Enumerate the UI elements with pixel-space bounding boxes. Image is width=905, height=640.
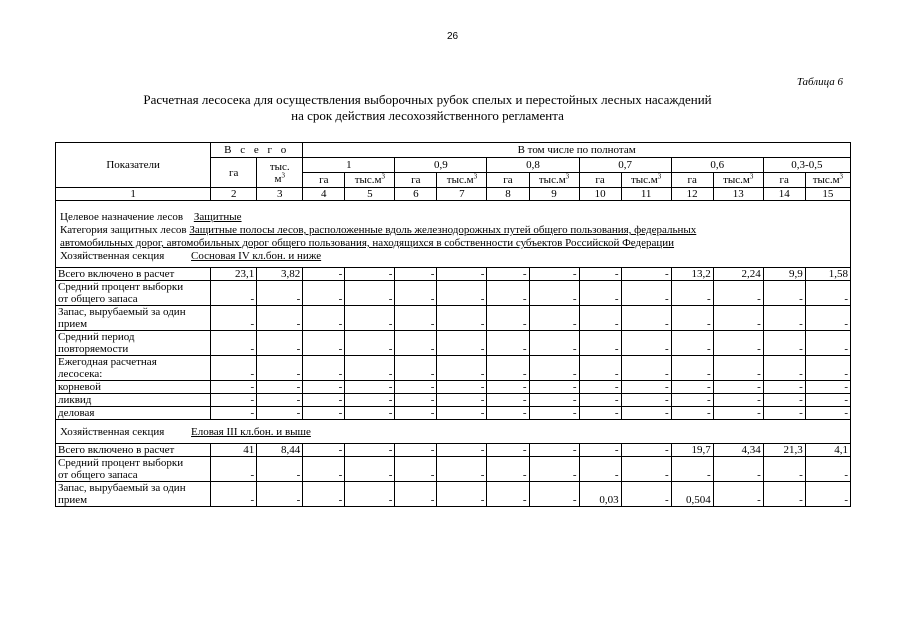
table-cell: - <box>345 281 395 306</box>
cube-sup: 3 <box>565 172 570 181</box>
table-cell: - <box>805 306 850 331</box>
table-cell: - <box>257 457 303 482</box>
table-cell: - <box>579 268 621 281</box>
table-cell: - <box>303 268 345 281</box>
purpose-label: Целевое назначение лесов <box>60 211 184 223</box>
cube-sup: 3 <box>381 172 385 181</box>
row-label <box>56 444 211 457</box>
table-cell: - <box>345 356 395 381</box>
table-cell: - <box>345 394 395 407</box>
table-cell: - <box>303 407 345 420</box>
table-cell: - <box>579 381 621 394</box>
table-cell: - <box>487 407 529 420</box>
ths-m-text: тыс.м <box>446 174 474 186</box>
table-row <box>56 394 851 407</box>
table-cell: - <box>763 356 805 381</box>
header-total-volume <box>257 158 303 188</box>
table-cell: - <box>437 331 487 356</box>
table-cell: - <box>437 394 487 407</box>
column-number-row <box>56 188 851 201</box>
table-cell: - <box>621 306 671 331</box>
column-number: 11 <box>621 188 671 201</box>
table-cell: - <box>303 381 345 394</box>
purpose-value: Защитные <box>193 211 242 223</box>
table-cell: 0,504 <box>671 482 713 507</box>
table-cell: 4,1 <box>805 444 850 457</box>
table-row <box>56 281 851 306</box>
row-label <box>56 268 211 281</box>
table-cell: - <box>621 407 671 420</box>
row-label-line-2: от общего запаса <box>58 469 138 481</box>
row-label <box>56 482 211 507</box>
column-number: 3 <box>257 188 303 201</box>
row-label <box>56 457 211 482</box>
table-cell: - <box>763 281 805 306</box>
row-label-line-2: повторяемости <box>58 343 129 355</box>
row-label-line-1: Запас, вырубаемый за один <box>58 482 186 494</box>
row-label-line-1: Средний процент выборки <box>58 457 184 469</box>
table-cell: - <box>345 407 395 420</box>
header-density-03-05: 0,3-0,5 <box>763 158 850 173</box>
section1-info-row <box>56 201 851 268</box>
table-cell: - <box>579 407 621 420</box>
table-cell: - <box>487 482 529 507</box>
table-row <box>56 444 851 457</box>
header-unit-ths-m3 <box>529 173 579 188</box>
column-number: 14 <box>763 188 805 201</box>
row-label <box>56 281 211 306</box>
row-label <box>56 381 211 394</box>
table-cell: - <box>211 381 257 394</box>
row-label-line-1: ликвид <box>58 394 92 406</box>
row-label-line-2: прием <box>58 318 88 330</box>
table-cell: - <box>713 356 763 381</box>
table-cell: - <box>257 306 303 331</box>
table-cell: - <box>805 482 850 507</box>
cube-sup: 3 <box>473 172 478 181</box>
row-label-line-1: Всего включено в расчет <box>58 268 175 280</box>
table-cell: - <box>303 306 345 331</box>
table-cell: - <box>395 381 437 394</box>
table-cell: 8,44 <box>257 444 303 457</box>
table-cell: - <box>713 482 763 507</box>
table-cell: - <box>303 457 345 482</box>
table-cell: - <box>257 331 303 356</box>
column-number: 15 <box>805 188 850 201</box>
header-unit-ths-m3 <box>621 173 671 188</box>
header-indicators: Показатели <box>56 143 211 188</box>
header-unit-ha: га <box>671 173 713 188</box>
header-density-1: 1 <box>303 158 395 173</box>
header-unit-ths-m3 <box>345 173 395 188</box>
column-number: 10 <box>579 188 621 201</box>
cube-sup: 3 <box>839 172 844 181</box>
table-cell: - <box>345 306 395 331</box>
table-cell: - <box>257 407 303 420</box>
table-cell: - <box>211 281 257 306</box>
column-number: 2 <box>211 188 257 201</box>
header-unit-ha: га <box>487 173 529 188</box>
table-cell: - <box>211 306 257 331</box>
table-cell: - <box>529 394 579 407</box>
ths-m-text: тыс.м <box>630 174 658 186</box>
table-cell: - <box>257 356 303 381</box>
table-cell: - <box>487 457 529 482</box>
table-cell: - <box>713 394 763 407</box>
table-cell: - <box>671 306 713 331</box>
table-cell: - <box>529 268 579 281</box>
row-label-line-1: Ежегодная расчетная <box>58 356 157 368</box>
table-cell: - <box>529 356 579 381</box>
table-cell: 23,1 <box>211 268 257 281</box>
table-label: Таблица 6 <box>796 76 843 88</box>
table-cell: - <box>671 457 713 482</box>
table-cell: - <box>345 331 395 356</box>
table-cell: - <box>395 394 437 407</box>
ths-m-text: тыс.м <box>812 174 840 186</box>
table-cell: - <box>395 482 437 507</box>
table-cell: - <box>345 444 395 457</box>
header-ths-text: тыс. <box>269 160 290 173</box>
section1-line <box>60 250 846 263</box>
row-label <box>56 356 211 381</box>
section1-label: Хозяйственная секция <box>60 250 165 262</box>
table-cell: - <box>763 482 805 507</box>
table-cell: - <box>579 331 621 356</box>
table-cell: 1,58 <box>805 268 850 281</box>
header-unit-ha: га <box>579 173 621 188</box>
row-label-line-1: Средний период <box>58 331 135 343</box>
table-cell: - <box>713 306 763 331</box>
table-cell: - <box>487 268 529 281</box>
header-total: В с е г о <box>211 143 303 158</box>
table-cell: - <box>621 268 671 281</box>
page-number: 26 <box>446 31 459 42</box>
table-cell: - <box>529 444 579 457</box>
table-cell: 21,3 <box>763 444 805 457</box>
table-cell: - <box>805 394 850 407</box>
row-label-line-2: лесосека: <box>58 368 103 380</box>
table-cell: - <box>257 394 303 407</box>
section2-info <box>56 420 851 444</box>
table-cell: - <box>395 306 437 331</box>
cube-sup: 3 <box>657 172 662 181</box>
table-row <box>56 306 851 331</box>
table-row <box>56 381 851 394</box>
table-cell: - <box>437 407 487 420</box>
table-cell: - <box>671 281 713 306</box>
header-density-07: 0,7 <box>579 158 671 173</box>
table-cell: - <box>579 281 621 306</box>
table-cell: - <box>211 457 257 482</box>
table-cell: - <box>437 381 487 394</box>
table-cell: - <box>345 457 395 482</box>
header-row-1 <box>56 143 851 158</box>
table-cell: - <box>671 394 713 407</box>
table-cell: - <box>805 356 850 381</box>
header-unit-ha: га <box>395 173 437 188</box>
table-cell: - <box>671 356 713 381</box>
table-cell: - <box>437 457 487 482</box>
table-cell: - <box>303 331 345 356</box>
table-cell: - <box>211 356 257 381</box>
table-cell: - <box>805 407 850 420</box>
title-line-1: Расчетная лесосека для осуществления выборочных рубок спелых и перестойных лесных насаждений <box>143 92 712 107</box>
table-cell: - <box>345 268 395 281</box>
table-cell: - <box>529 407 579 420</box>
row-label-line-1: Средний процент выборки <box>58 281 184 293</box>
table-cell: - <box>529 457 579 482</box>
table-cell: - <box>621 356 671 381</box>
table-cell: - <box>437 482 487 507</box>
table-cell: - <box>805 331 850 356</box>
section1-info <box>56 201 851 268</box>
table-row <box>56 331 851 356</box>
table-cell: - <box>529 281 579 306</box>
table-cell: - <box>487 356 529 381</box>
table-cell: - <box>211 331 257 356</box>
header-density-08: 0,8 <box>487 158 579 173</box>
row-label-line-1: Всего включено в расчет <box>58 444 175 456</box>
table-cell: - <box>579 356 621 381</box>
table-cell: - <box>487 394 529 407</box>
ths-m-text: тыс.м <box>538 174 566 186</box>
ths-m-text: тыс.м <box>354 174 382 186</box>
table-cell: - <box>437 306 487 331</box>
table-cell: - <box>437 281 487 306</box>
title-line-2: на срок действия лесохозяйственного регламента <box>291 108 564 123</box>
table-cell: 2,24 <box>713 268 763 281</box>
table-cell: - <box>303 394 345 407</box>
row-label <box>56 306 211 331</box>
column-number: 7 <box>437 188 487 201</box>
table-cell: - <box>579 306 621 331</box>
table-cell: - <box>763 306 805 331</box>
cube-sup: 3 <box>749 172 754 181</box>
table-cell: - <box>805 381 850 394</box>
table-cell: 9,9 <box>763 268 805 281</box>
header-unit-ha: га <box>303 173 345 188</box>
table-cell: - <box>713 457 763 482</box>
table-cell: - <box>303 444 345 457</box>
column-number: 6 <box>395 188 437 201</box>
category-value-1: Защитные полосы лесов, расположенные вдоль железнодорожных путей общего пользования, федеральных <box>189 224 697 236</box>
table-cell: - <box>487 331 529 356</box>
table-cell: - <box>805 457 850 482</box>
table-cell: - <box>395 268 437 281</box>
row-label-line-1: деловая <box>58 407 95 419</box>
table-cell: - <box>211 407 257 420</box>
table-row <box>56 268 851 281</box>
table-cell: 4,34 <box>713 444 763 457</box>
table-cell: - <box>437 444 487 457</box>
header-density-09: 0,9 <box>395 158 487 173</box>
table-cell: - <box>805 281 850 306</box>
table-cell: - <box>395 407 437 420</box>
header-including: В том числе по полнотам <box>303 143 851 158</box>
section2-info-row <box>56 420 851 444</box>
category-line <box>60 224 846 237</box>
table-cell: - <box>621 331 671 356</box>
table-cell: - <box>671 407 713 420</box>
table-cell: - <box>579 444 621 457</box>
table-cell: - <box>211 394 257 407</box>
table-cell: - <box>395 281 437 306</box>
table-cell: - <box>345 482 395 507</box>
section1-value: Сосновая IV кл.бон. и ниже <box>191 250 322 262</box>
table-cell: - <box>529 331 579 356</box>
table-cell: - <box>763 394 805 407</box>
ths-m-text: тыс.м <box>723 174 750 186</box>
cube-sup: 3 <box>281 170 285 179</box>
table-cell: - <box>621 457 671 482</box>
table-cell: 19,7 <box>671 444 713 457</box>
table-cell: - <box>487 281 529 306</box>
row-label-line-1: корневой <box>58 381 102 393</box>
table-cell: - <box>487 444 529 457</box>
table-cell: - <box>395 457 437 482</box>
category-value-2: автомобильных дорог, автомобильных дорог общего пользования, находящихся в собственности субъектов Российской Федерации <box>60 237 675 249</box>
table-cell: - <box>763 331 805 356</box>
table-row <box>56 407 851 420</box>
row-label <box>56 394 211 407</box>
table-cell: 3,82 <box>257 268 303 281</box>
table-cell: - <box>303 356 345 381</box>
table-cell: - <box>303 281 345 306</box>
table-cell: - <box>763 457 805 482</box>
table-cell: - <box>395 356 437 381</box>
table-row <box>56 457 851 482</box>
table-cell: - <box>487 306 529 331</box>
table-cell: - <box>487 381 529 394</box>
row-label <box>56 331 211 356</box>
harvest-table <box>55 142 851 507</box>
table-cell: - <box>529 482 579 507</box>
table-cell: - <box>211 482 257 507</box>
header-unit-ths-m3 <box>437 173 487 188</box>
header-unit-ths-m3 <box>713 173 763 188</box>
table-cell: - <box>713 407 763 420</box>
table-cell: - <box>621 482 671 507</box>
column-number: 13 <box>713 188 763 201</box>
purpose-line <box>60 211 846 224</box>
table-cell: - <box>303 482 345 507</box>
table-cell: - <box>621 394 671 407</box>
table-cell: - <box>345 381 395 394</box>
table-cell: - <box>529 381 579 394</box>
column-number: 8 <box>487 188 529 201</box>
table-cell: - <box>671 331 713 356</box>
column-number: 1 <box>56 188 211 201</box>
table-cell: - <box>713 331 763 356</box>
table-cell: - <box>579 457 621 482</box>
category-label: Категория защитных лесов <box>60 224 187 236</box>
table-cell: - <box>621 281 671 306</box>
table-cell: - <box>257 381 303 394</box>
header-total-ha: га <box>211 158 257 188</box>
column-number: 5 <box>345 188 395 201</box>
table-cell: - <box>257 482 303 507</box>
header-unit-ha: га <box>763 173 805 188</box>
table-cell: 13,2 <box>671 268 713 281</box>
table-cell: 41 <box>211 444 257 457</box>
table-cell: - <box>437 356 487 381</box>
row-label-line-1: Запас, вырубаемый за один <box>58 306 186 318</box>
table-cell: - <box>579 394 621 407</box>
header-m-text: м <box>274 172 282 185</box>
header-density-06: 0,6 <box>671 158 763 173</box>
header-unit-ths-m3 <box>805 173 850 188</box>
row-label-line-2: прием <box>58 494 88 506</box>
table-cell: - <box>763 407 805 420</box>
table-cell: - <box>529 306 579 331</box>
table-row <box>56 356 851 381</box>
table-cell: - <box>395 331 437 356</box>
table-cell: - <box>713 381 763 394</box>
table-cell: - <box>437 268 487 281</box>
table-cell: 0,03 <box>579 482 621 507</box>
table-row <box>56 482 851 507</box>
row-label <box>56 407 211 420</box>
table-cell: - <box>671 381 713 394</box>
table-cell: - <box>763 381 805 394</box>
document-title <box>0 92 855 124</box>
column-number: 4 <box>303 188 345 201</box>
section2-value: Еловая III кл.бон. и выше <box>191 426 311 438</box>
row-label-line-2: от общего запаса <box>58 293 138 305</box>
column-number: 9 <box>529 188 579 201</box>
table-cell: - <box>395 444 437 457</box>
column-number: 12 <box>671 188 713 201</box>
table-cell: - <box>621 381 671 394</box>
table-cell: - <box>257 281 303 306</box>
section2-label: Хозяйственная секция <box>60 426 165 438</box>
table-cell: - <box>621 444 671 457</box>
table-cell: - <box>713 281 763 306</box>
